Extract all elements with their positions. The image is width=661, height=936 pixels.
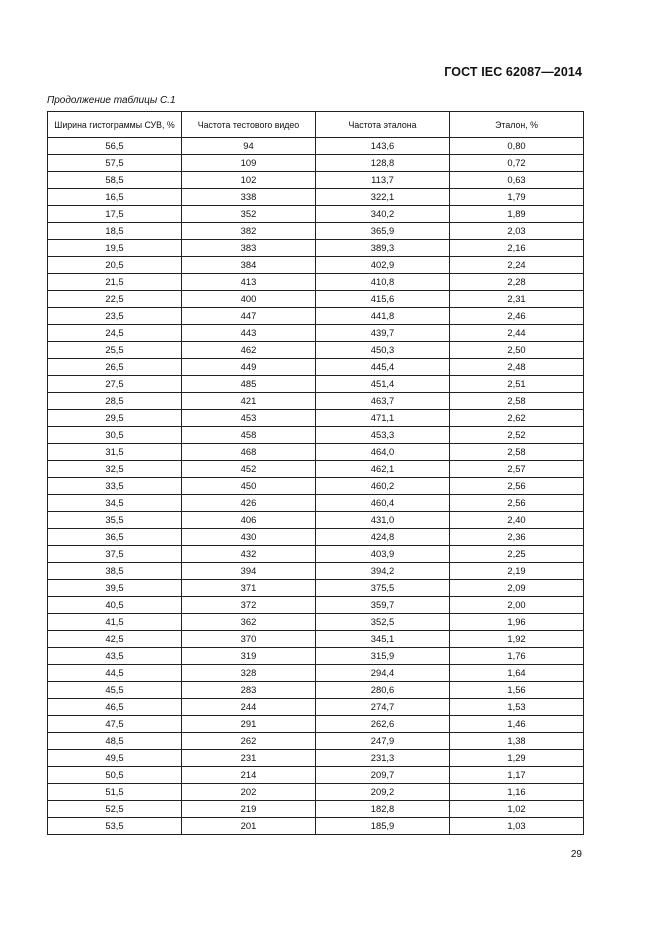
table-header-row [48,112,584,138]
column-header-histogram-width: Ширина гистограммы СУВ, % [48,112,182,138]
cell-reference-percent: 1,17 [450,767,584,784]
table-row [48,342,584,359]
cell-reference-frequency: 113,7 [316,172,450,189]
cell-reference-frequency: 322,1 [316,189,450,206]
cell-histogram-width: 21,5 [48,274,182,291]
table-row [48,597,584,614]
cell-histogram-width: 29,5 [48,410,182,427]
cell-reference-percent: 1,46 [450,716,584,733]
cell-reference-percent: 2,31 [450,291,584,308]
cell-histogram-width: 26,5 [48,359,182,376]
cell-reference-percent: 2,52 [450,427,584,444]
cell-test-video-frequency: 452 [182,461,316,478]
table-row [48,189,584,206]
table-row [48,495,584,512]
cell-test-video-frequency: 426 [182,495,316,512]
table-row [48,427,584,444]
cell-histogram-width: 19,5 [48,240,182,257]
cell-histogram-width: 45,5 [48,682,182,699]
cell-reference-percent: 2,57 [450,461,584,478]
cell-reference-frequency: 471,1 [316,410,450,427]
table-row [48,410,584,427]
cell-reference-percent: 2,28 [450,274,584,291]
cell-reference-percent: 1,92 [450,631,584,648]
cell-reference-percent: 2,58 [450,444,584,461]
cell-reference-percent: 1,79 [450,189,584,206]
table-row [48,155,584,172]
table-row [48,257,584,274]
cell-reference-percent: 1,89 [450,206,584,223]
cell-test-video-frequency: 202 [182,784,316,801]
column-header-test-video-frequency: Частота тестового видео [182,112,316,138]
cell-reference-percent: 2,48 [450,359,584,376]
cell-test-video-frequency: 485 [182,376,316,393]
cell-reference-frequency: 463,7 [316,393,450,410]
table-row [48,614,584,631]
cell-histogram-width: 35,5 [48,512,182,529]
cell-reference-frequency: 394,2 [316,563,450,580]
cell-test-video-frequency: 352 [182,206,316,223]
cell-histogram-width: 20,5 [48,257,182,274]
table-row [48,631,584,648]
cell-test-video-frequency: 468 [182,444,316,461]
cell-reference-percent: 1,76 [450,648,584,665]
document-title: ГОСТ IEC 62087—2014 [444,65,582,79]
cell-reference-frequency: 274,7 [316,699,450,716]
cell-reference-percent: 2,50 [450,342,584,359]
table-row [48,325,584,342]
cell-test-video-frequency: 231 [182,750,316,767]
table-row [48,563,584,580]
cell-reference-percent: 1,16 [450,784,584,801]
cell-histogram-width: 57,5 [48,155,182,172]
cell-reference-percent: 1,38 [450,733,584,750]
column-header-reference-percent: Эталон, % [450,112,584,138]
cell-reference-frequency: 402,9 [316,257,450,274]
cell-reference-frequency: 262,6 [316,716,450,733]
column-header-reference-frequency: Частота эталона [316,112,450,138]
table-row [48,529,584,546]
cell-test-video-frequency: 382 [182,223,316,240]
cell-histogram-width: 18,5 [48,223,182,240]
cell-test-video-frequency: 413 [182,274,316,291]
table-row [48,138,584,155]
cell-histogram-width: 36,5 [48,529,182,546]
cell-histogram-width: 41,5 [48,614,182,631]
cell-test-video-frequency: 262 [182,733,316,750]
cell-histogram-width: 39,5 [48,580,182,597]
table-row [48,580,584,597]
cell-histogram-width: 16,5 [48,189,182,206]
cell-test-video-frequency: 109 [182,155,316,172]
cell-histogram-width: 44,5 [48,665,182,682]
cell-reference-percent: 1,56 [450,682,584,699]
cell-histogram-width: 51,5 [48,784,182,801]
cell-reference-frequency: 143,6 [316,138,450,155]
table-row [48,699,584,716]
cell-reference-frequency: 345,1 [316,631,450,648]
cell-reference-frequency: 453,3 [316,427,450,444]
table-row [48,444,584,461]
cell-reference-percent: 2,24 [450,257,584,274]
cell-reference-frequency: 247,9 [316,733,450,750]
table-row [48,665,584,682]
cell-reference-frequency: 359,7 [316,597,450,614]
cell-reference-frequency: 365,9 [316,223,450,240]
cell-test-video-frequency: 291 [182,716,316,733]
cell-test-video-frequency: 372 [182,597,316,614]
cell-histogram-width: 23,5 [48,308,182,325]
cell-histogram-width: 49,5 [48,750,182,767]
table-row [48,478,584,495]
table-row [48,767,584,784]
table-row [48,750,584,767]
cell-reference-percent: 2,16 [450,240,584,257]
table-row [48,206,584,223]
cell-histogram-width: 25,5 [48,342,182,359]
cell-reference-percent: 2,00 [450,597,584,614]
cell-histogram-width: 33,5 [48,478,182,495]
table-row [48,240,584,257]
cell-histogram-width: 31,5 [48,444,182,461]
cell-reference-frequency: 445,4 [316,359,450,376]
cell-reference-frequency: 410,8 [316,274,450,291]
cell-test-video-frequency: 328 [182,665,316,682]
table-row [48,274,584,291]
cell-reference-percent: 2,09 [450,580,584,597]
cell-reference-percent: 0,72 [450,155,584,172]
cell-reference-frequency: 185,9 [316,818,450,835]
table-row [48,546,584,563]
cell-reference-frequency: 450,3 [316,342,450,359]
cell-reference-percent: 1,03 [450,818,584,835]
cell-test-video-frequency: 432 [182,546,316,563]
table-body [48,138,584,835]
cell-histogram-width: 37,5 [48,546,182,563]
cell-reference-frequency: 209,7 [316,767,450,784]
cell-test-video-frequency: 400 [182,291,316,308]
cell-test-video-frequency: 219 [182,801,316,818]
cell-reference-frequency: 460,4 [316,495,450,512]
cell-reference-frequency: 231,3 [316,750,450,767]
cell-reference-percent: 1,29 [450,750,584,767]
cell-reference-frequency: 439,7 [316,325,450,342]
table-row [48,308,584,325]
cell-test-video-frequency: 338 [182,189,316,206]
table-row [48,512,584,529]
cell-histogram-width: 24,5 [48,325,182,342]
cell-reference-percent: 2,51 [450,376,584,393]
cell-test-video-frequency: 371 [182,580,316,597]
cell-test-video-frequency: 406 [182,512,316,529]
page-number: 29 [570,849,582,860]
cell-reference-percent: 2,56 [450,478,584,495]
cell-reference-frequency: 294,4 [316,665,450,682]
cell-reference-frequency: 431,0 [316,512,450,529]
cell-test-video-frequency: 102 [182,172,316,189]
cell-test-video-frequency: 450 [182,478,316,495]
cell-test-video-frequency: 214 [182,767,316,784]
table-row [48,359,584,376]
cell-reference-frequency: 389,3 [316,240,450,257]
cell-test-video-frequency: 201 [182,818,316,835]
table-row [48,172,584,189]
cell-reference-percent: 2,62 [450,410,584,427]
table-caption: Продолжение таблицы С.1 [47,95,176,106]
cell-test-video-frequency: 443 [182,325,316,342]
cell-reference-percent: 0,80 [450,138,584,155]
cell-reference-frequency: 424,8 [316,529,450,546]
cell-reference-percent: 1,64 [450,665,584,682]
cell-histogram-width: 42,5 [48,631,182,648]
cell-reference-frequency: 128,8 [316,155,450,172]
cell-histogram-width: 27,5 [48,376,182,393]
cell-reference-frequency: 352,5 [316,614,450,631]
cell-reference-percent: 2,25 [450,546,584,563]
table-row [48,784,584,801]
cell-reference-percent: 2,19 [450,563,584,580]
cell-test-video-frequency: 370 [182,631,316,648]
cell-test-video-frequency: 462 [182,342,316,359]
table-row [48,461,584,478]
cell-histogram-width: 53,5 [48,818,182,835]
cell-reference-frequency: 441,8 [316,308,450,325]
cell-reference-frequency: 464,0 [316,444,450,461]
cell-test-video-frequency: 283 [182,682,316,699]
cell-histogram-width: 46,5 [48,699,182,716]
cell-reference-frequency: 209,2 [316,784,450,801]
cell-reference-percent: 2,58 [450,393,584,410]
cell-reference-percent: 1,96 [450,614,584,631]
cell-reference-percent: 2,36 [450,529,584,546]
cell-test-video-frequency: 453 [182,410,316,427]
cell-reference-percent: 0,63 [450,172,584,189]
table-row [48,818,584,835]
cell-histogram-width: 32,5 [48,461,182,478]
cell-test-video-frequency: 447 [182,308,316,325]
table-row [48,376,584,393]
cell-test-video-frequency: 394 [182,563,316,580]
cell-reference-frequency: 315,9 [316,648,450,665]
cell-histogram-width: 30,5 [48,427,182,444]
cell-test-video-frequency: 449 [182,359,316,376]
cell-histogram-width: 28,5 [48,393,182,410]
cell-reference-percent: 1,53 [450,699,584,716]
cell-test-video-frequency: 430 [182,529,316,546]
table-row [48,648,584,665]
data-table [47,111,584,835]
table-row [48,291,584,308]
cell-histogram-width: 50,5 [48,767,182,784]
cell-reference-frequency: 415,6 [316,291,450,308]
table-row [48,801,584,818]
cell-reference-frequency: 375,5 [316,580,450,597]
cell-reference-percent: 2,56 [450,495,584,512]
cell-histogram-width: 22,5 [48,291,182,308]
cell-reference-frequency: 280,6 [316,682,450,699]
cell-reference-frequency: 340,2 [316,206,450,223]
cell-test-video-frequency: 383 [182,240,316,257]
cell-histogram-width: 40,5 [48,597,182,614]
table-row [48,733,584,750]
cell-histogram-width: 17,5 [48,206,182,223]
cell-histogram-width: 48,5 [48,733,182,750]
table-row [48,716,584,733]
cell-reference-percent: 1,02 [450,801,584,818]
cell-histogram-width: 47,5 [48,716,182,733]
cell-reference-frequency: 182,8 [316,801,450,818]
cell-histogram-width: 43,5 [48,648,182,665]
cell-reference-percent: 2,44 [450,325,584,342]
table-row [48,682,584,699]
cell-reference-frequency: 460,2 [316,478,450,495]
cell-test-video-frequency: 458 [182,427,316,444]
table-row [48,393,584,410]
cell-test-video-frequency: 384 [182,257,316,274]
cell-histogram-width: 56,5 [48,138,182,155]
cell-reference-percent: 2,46 [450,308,584,325]
cell-test-video-frequency: 362 [182,614,316,631]
cell-reference-frequency: 462,1 [316,461,450,478]
cell-test-video-frequency: 319 [182,648,316,665]
cell-histogram-width: 34,5 [48,495,182,512]
cell-histogram-width: 38,5 [48,563,182,580]
cell-histogram-width: 58,5 [48,172,182,189]
cell-reference-percent: 2,03 [450,223,584,240]
cell-histogram-width: 52,5 [48,801,182,818]
cell-test-video-frequency: 94 [182,138,316,155]
table-row [48,223,584,240]
cell-test-video-frequency: 244 [182,699,316,716]
cell-reference-frequency: 403,9 [316,546,450,563]
cell-reference-frequency: 451,4 [316,376,450,393]
cell-test-video-frequency: 421 [182,393,316,410]
cell-reference-percent: 2,40 [450,512,584,529]
